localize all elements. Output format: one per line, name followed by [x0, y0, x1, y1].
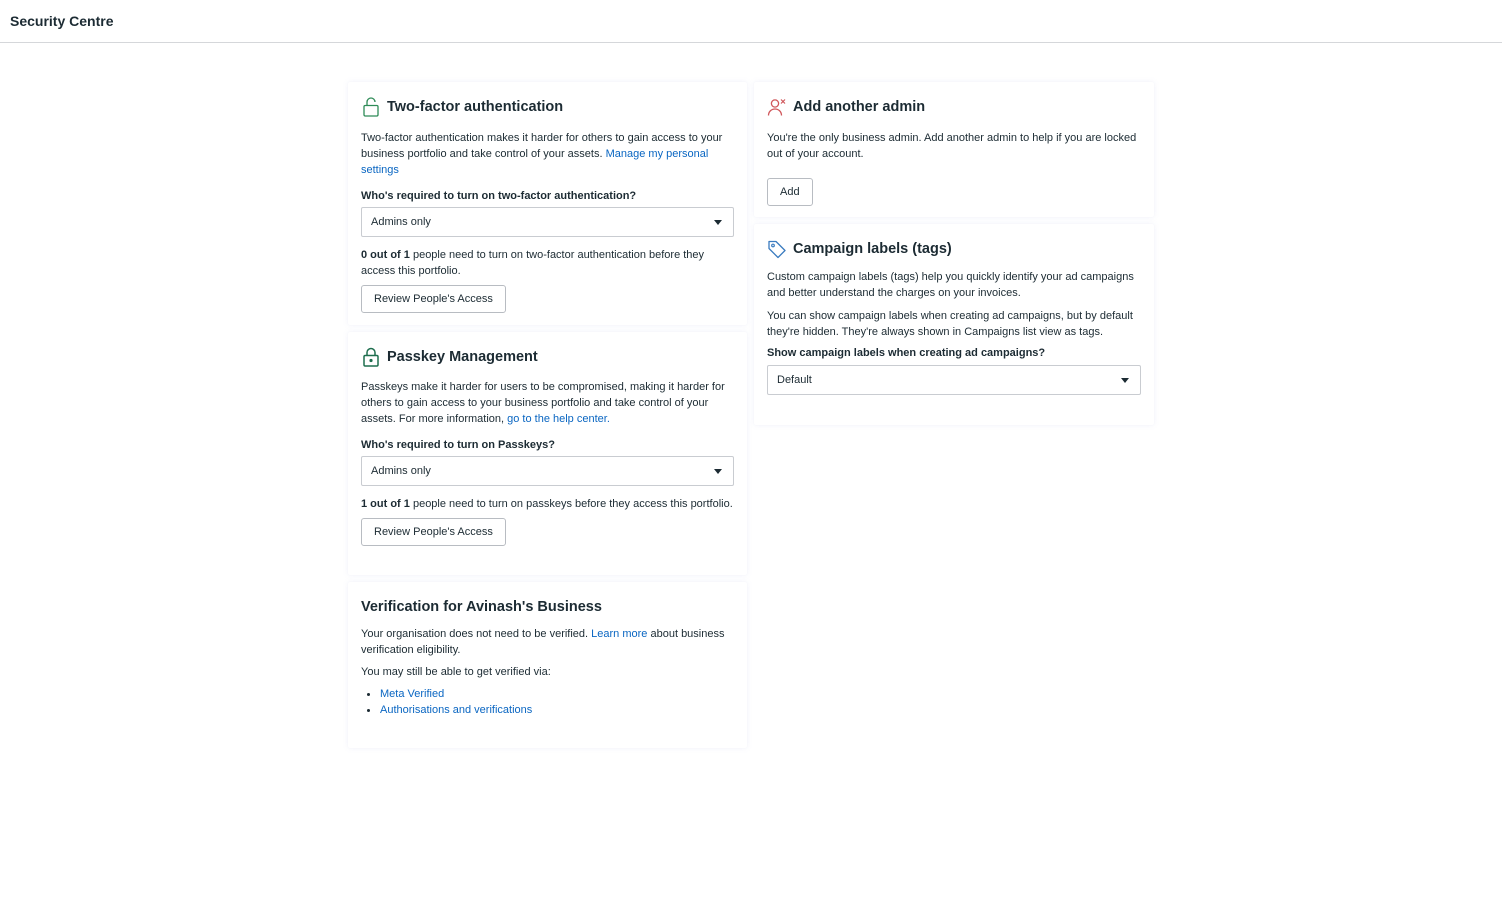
passkey-status	[361, 496, 734, 512]
manage-personal-settings-link[interactable]: Manage my personal settings	[361, 148, 709, 176]
two-factor-status-text: people need to turn on two-factor authentication before they access this portfolio.	[361, 249, 705, 277]
passkey-header	[361, 346, 734, 368]
padlock-icon	[361, 347, 381, 367]
campaign-labels-card	[754, 224, 1154, 425]
campaign-labels-question: Show campaign labels when creating ad campaigns?	[767, 347, 1046, 359]
two-factor-status	[361, 247, 734, 279]
passkey-select-value: Admins only	[371, 465, 431, 477]
verification-links-list	[361, 686, 734, 718]
campaign-labels-description-2: You can show campaign labels when creating ad campaigns, but by default they're hidden. They're always shown in Campaigns list view as tags.	[767, 310, 1133, 338]
two-factor-description-text: Two-factor authentication makes it harder for others to gain access to your business portfolio and take control of your assets.	[361, 132, 723, 160]
verification-header	[361, 596, 734, 618]
two-factor-status-count: 0 out of 1	[361, 249, 410, 261]
list-item	[361, 686, 734, 702]
two-factor-description	[361, 130, 734, 178]
add-admin-header	[767, 96, 1141, 118]
verification-description	[361, 626, 734, 658]
campaign-labels-description-1: Custom campaign labels (tags) help you quickly identify your ad campaigns and better understand the charges on your invoices.	[767, 271, 1134, 299]
tag-icon	[767, 239, 787, 259]
campaign-labels-title: Campaign labels (tags)	[793, 241, 952, 257]
campaign-labels-select[interactable]	[767, 365, 1141, 395]
help-center-link[interactable]: go to the help center.	[507, 413, 610, 425]
bullet	[367, 709, 370, 712]
two-factor-question: Who's required to turn on two-factor authentication?	[361, 190, 637, 202]
add-admin-button[interactable]: Add	[767, 178, 813, 206]
learn-more-link[interactable]: Learn more	[591, 628, 648, 640]
add-admin-description: You're the only business admin. Add another admin to help if you are locked out of your account.	[767, 132, 1137, 160]
top-bar	[0, 0, 1502, 43]
passkey-status-count: 1 out of 1	[361, 498, 410, 510]
chevron-down-icon	[714, 220, 722, 225]
unlocked-padlock-icon	[361, 97, 381, 117]
add-admin-card	[754, 82, 1154, 217]
verification-card	[348, 582, 747, 748]
meta-verified-link[interactable]: Meta Verified	[380, 688, 445, 700]
two-factor-card	[348, 82, 747, 325]
passkey-status-text: people need to turn on passkeys before they access this portfolio.	[412, 498, 733, 510]
passkey-title: Passkey Management	[387, 349, 538, 365]
page-title: Security Centre	[10, 13, 114, 29]
add-admin-title: Add another admin	[793, 99, 926, 115]
passkey-card	[348, 332, 747, 575]
chevron-down-icon	[1121, 378, 1129, 383]
two-factor-title: Two-factor authentication	[387, 99, 564, 115]
passkey-required-select[interactable]	[361, 456, 734, 486]
chevron-down-icon	[714, 469, 722, 474]
two-factor-required-select[interactable]	[361, 207, 734, 237]
verification-subtext: You may still be able to get verified via:	[361, 666, 551, 678]
passkey-description	[361, 379, 734, 427]
two-factor-select-value: Admins only	[371, 216, 431, 228]
passkey-description-text: Passkeys make it harder for users to be compromised, making it harder for others to gain access to your business portfolio and take control of your assets. For more information,	[361, 381, 725, 425]
verification-description-pre: Your organisation does not need to be verified.	[361, 628, 589, 640]
authorisations-verifications-link[interactable]: Authorisations and verifications	[380, 704, 533, 716]
verification-title: Verification for Avinash's Business	[361, 599, 602, 615]
verification-description-post: about business verification eligibility.	[361, 628, 725, 656]
two-factor-header	[361, 96, 734, 118]
campaign-labels-select-value: Default	[777, 374, 812, 386]
add-person-icon	[767, 97, 787, 117]
passkey-review-access-button[interactable]: Review People's Access	[361, 518, 506, 546]
passkey-question: Who's required to turn on Passkeys?	[361, 439, 555, 451]
two-factor-review-access-button[interactable]: Review People's Access	[361, 285, 506, 313]
campaign-labels-header	[767, 238, 1141, 260]
bullet	[367, 693, 370, 696]
list-item	[361, 702, 734, 718]
